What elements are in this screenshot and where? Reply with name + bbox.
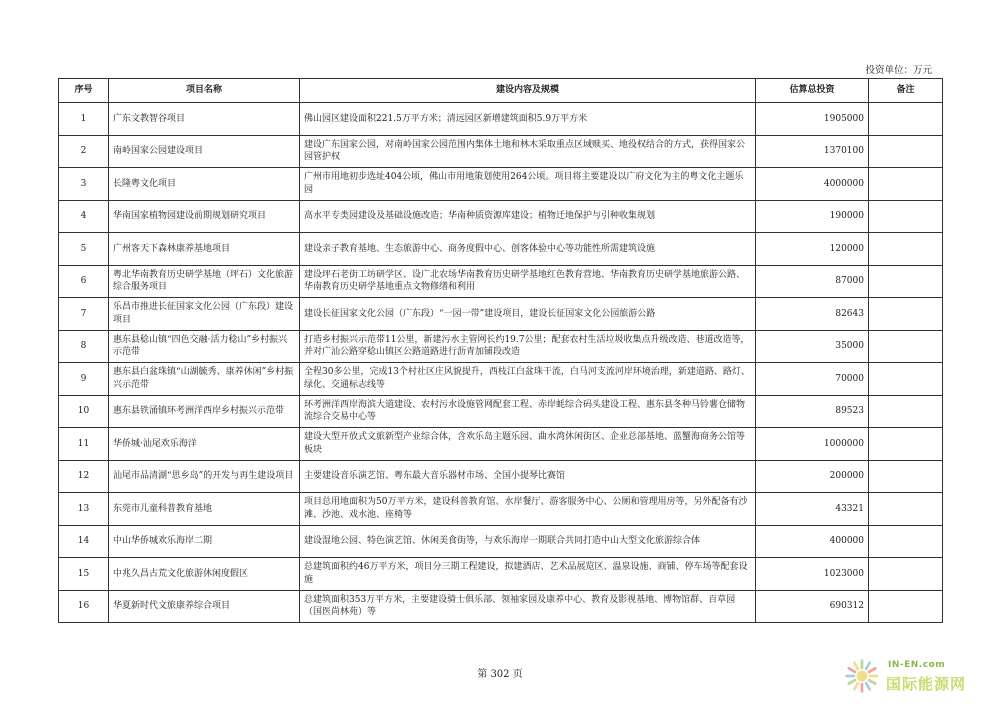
cell-investment: 35000 [756,330,869,363]
cell-content: 环考洲洋西岸海滨大道建设、农村污水设施管网配套工程、赤岸蚝综合码头建设工程、惠东县冬种马铃薯仓储物流综合交易中心等 [300,395,756,428]
cell-investment: 1023000 [756,558,869,591]
watermark-cn-text: 国际能源网 [886,675,967,693]
cell-name: 粤北华南教育历史研学基地（坪石）文化旅游综合服务项目 [109,265,300,298]
cell-note [869,460,943,493]
cell-investment: 4000000 [756,168,869,201]
cell-name: 乐昌市推进长征国家文化公园（广东段）建设项目 [109,298,300,331]
table-row [59,395,943,428]
cell-name: 惠东县铁涌镇环考洲洋西岸乡村振兴示范带 [109,395,300,428]
cell-investment: 87000 [756,265,869,298]
cell-seq: 13 [59,493,109,526]
cell-seq: 4 [59,200,109,233]
header-note: 备注 [869,79,943,103]
cell-note [869,135,943,168]
table-row [59,525,943,558]
cell-name: 长隆粤文化项目 [109,168,300,201]
cell-name: 广州客天下森林康养基地项目 [109,233,300,266]
cell-note [869,395,943,428]
table-row [59,135,943,168]
cell-seq: 8 [59,330,109,363]
cell-content: 建设大型开放式文旅新型产业综合体，含欢乐岛主题乐园、曲水湾休闲街区、企业总部基地、蓝蟹海商务公馆等板块 [300,428,756,461]
cell-investment: 70000 [756,363,869,396]
investment-table [58,78,943,623]
cell-seq: 1 [59,103,109,136]
header-name: 项目名称 [109,79,300,103]
cell-seq: 15 [59,558,109,591]
cell-note [869,233,943,266]
cell-content: 全程30多公里，完成13个村社区庄风貌提升，西枝江白盆珠干流，白马河支流河岸环境治理，新建道路、路灯、绿化、交通标志线等 [300,363,756,396]
cell-seq: 7 [59,298,109,331]
cell-note [869,200,943,233]
cell-name: 中兆久昌古荒文化旅游休闲度假区 [109,558,300,591]
cell-seq: 11 [59,428,109,461]
cell-content: 建设亲子教育基地、生态旅游中心、商务度假中心、创客体验中心等功能性所需建筑设施 [300,233,756,266]
table-row [59,363,943,396]
watermark [842,652,992,702]
table-row [59,428,943,461]
cell-name: 华南国家植物园建设前期规划研究项目 [109,200,300,233]
cell-seq: 10 [59,395,109,428]
header-content: 建设内容及规模 [300,79,756,103]
cell-investment: 200000 [756,460,869,493]
cell-note [869,428,943,461]
cell-investment: 43321 [756,493,869,526]
table-row [59,200,943,233]
cell-content: 项目总用地面积为50万平方米，建设科普教育馆、水岸餐厅、游客服务中心、公厕和管理用房等，另外配备有沙滩、沙池、戏水池、座椅等 [300,493,756,526]
cell-note [869,168,943,201]
cell-investment: 400000 [756,525,869,558]
cell-content: 建设广东国家公园，对南岭国家公园范围内集体土地和林木采取重点区域赎买、地役权结合的方式，获得国家公园管护权 [300,135,756,168]
cell-investment: 89523 [756,395,869,428]
cell-investment: 82643 [756,298,869,331]
table-row [59,298,943,331]
cell-seq: 6 [59,265,109,298]
header-seq: 序号 [59,79,109,103]
cell-seq: 3 [59,168,109,201]
cell-seq: 14 [59,525,109,558]
cell-content: 建设长征国家文化公园（广东段）“一园一带”建设项目，建设长征国家文化公园旅游公路 [300,298,756,331]
cell-content: 总建筑面积约46万平方米，项目分三期工程建设，拟建酒店、艺术品展览区、温泉设施、商铺、停车场等配套设施 [300,558,756,591]
cell-note [869,525,943,558]
table-row [59,590,943,623]
sun-logo-icon [844,658,880,694]
unit-label: 投资单位：万元 [865,65,932,76]
table-body [59,103,943,623]
cell-seq: 9 [59,363,109,396]
cell-name: 华夏新时代文旅康养综合项目 [109,590,300,623]
cell-seq: 5 [59,233,109,266]
cell-seq: 16 [59,590,109,623]
cell-name: 惠东县白盆珠镇“山湖毓秀、康养休闲”乡村振兴示范带 [109,363,300,396]
cell-name: 华侨城·汕尾欢乐海洋 [109,428,300,461]
cell-name: 汕尾市品清湖“思乡岛”的开发与再生建设项目 [109,460,300,493]
cell-note [869,363,943,396]
cell-content: 广州市用地初步选址404公顷，佛山市用地策划使用264公顷。项目将主要建设以广府文化为主的粤文化主题乐园 [300,168,756,201]
cell-note [869,558,943,591]
cell-investment: 690312 [756,590,869,623]
table-row [59,103,943,136]
cell-content: 总建筑面积353万平方米，主要建设骑士俱乐部、领袖家园及康养中心、教育及影视基地、博物馆群、百草园（国医尚林苑）等 [300,590,756,623]
cell-investment: 1370100 [756,135,869,168]
cell-investment: 1000000 [756,428,869,461]
cell-investment: 190000 [756,200,869,233]
cell-seq: 2 [59,135,109,168]
watermark-site-text: IN-EN.com [888,660,946,670]
cell-content: 建设坪石老街工坊研学区、设广北农场华南教育历史研学基地红色教育营地、华南教育历史研学基地旅游公路、华南教育历史研学基地重点文物修缮和利用 [300,265,756,298]
cell-name: 广东文教智谷项目 [109,103,300,136]
table-row [59,265,943,298]
cell-investment: 120000 [756,233,869,266]
cell-name: 惠东县稔山镇“四色交融·活力稔山”乡村振兴示范带 [109,330,300,363]
cell-content: 打造乡村振兴示范带11公里，新建污水主管网长约19.7公里；配套农村生活垃圾收集点升级改造、巷道改造等，并对广汕公路穿稔山镇区公路道路进行沥青加铺段改造 [300,330,756,363]
cell-investment: 1905000 [756,103,869,136]
cell-note [869,265,943,298]
table-row [59,233,943,266]
page-footer: 第 302 页 [477,669,523,680]
cell-note [869,330,943,363]
cell-content: 建设湿地公园、特色演艺馆、休闲美食街等，与欢乐海岸一期联合共同打造中山大型文化旅游综合体 [300,525,756,558]
table-header-row [59,79,943,103]
cell-note [869,590,943,623]
cell-name: 东莞市儿童科普教育基地 [109,493,300,526]
cell-seq: 12 [59,460,109,493]
table-row [59,460,943,493]
cell-note [869,298,943,331]
cell-content: 高水平专类园建设及基础设施改造；华南种质资源库建设；植物迁地保护与引种收集规划 [300,200,756,233]
cell-note [869,103,943,136]
header-investment: 估算总投资 [756,79,869,103]
table-row [59,558,943,591]
cell-content: 主要建设音乐演艺馆、粤东最大音乐器材市场、全国小提琴比赛馆 [300,460,756,493]
cell-name: 南岭国家公园建设项目 [109,135,300,168]
table-row [59,493,943,526]
cell-content: 佛山园区建设面积221.5万平方米；清远园区新增建筑面积5.9万平方米 [300,103,756,136]
cell-name: 中山华侨城欢乐海岸二期 [109,525,300,558]
table-row [59,168,943,201]
cell-note [869,493,943,526]
table-row [59,330,943,363]
